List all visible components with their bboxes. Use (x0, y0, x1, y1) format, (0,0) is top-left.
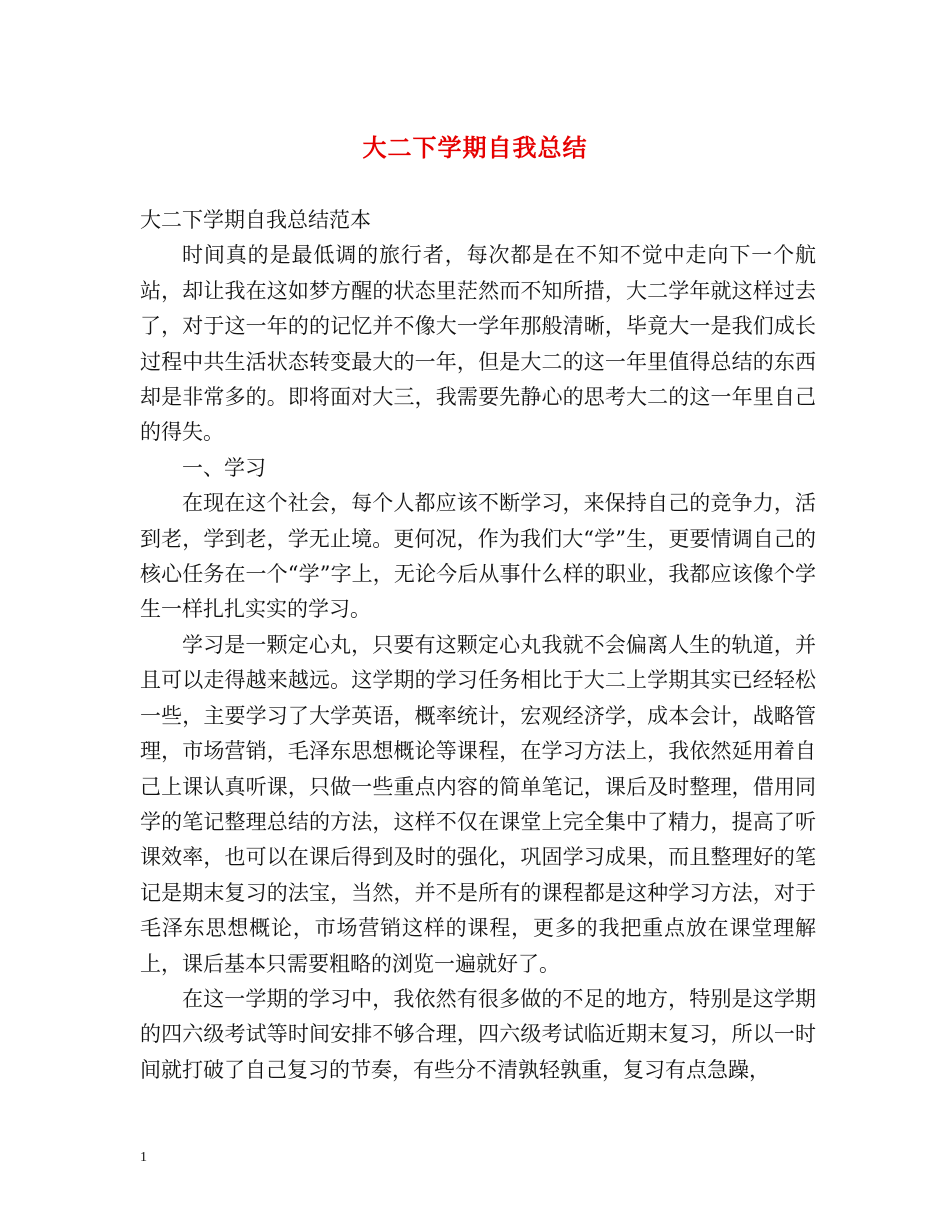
paragraph-intro: 时间真的是最低调的旅行者，每次都是在不知不觉中走向下一个航站，却让我在这如梦方醒的状态里茫然而不知所措，大二学年就这样过去了，对于这一年的的记忆并不像大一学年那般清晰，毕竟大一是我们成长过程中共生活状态转变最大的一年，但是大二的这一年里值得总结的东西却是非常多的。即将面对大三，我需要先静心的思考大二的这一年里自己的得失。 (140, 243, 816, 445)
page-number: 1 (140, 1150, 147, 1165)
document-subtitle: 大二下学期自我总结范本 (140, 208, 371, 232)
document-body (140, 203, 816, 1088)
paragraph-study-1: 在现在这个社会，每个人都应该不断学习，来保持自己的竞争力，活到老，学到老，学无止境。更何况，作为我们大“学”生，更要情调自己的核心任务在一个“学”字上，无论今后从事什么样的职业，我都应该像个学生一样扎扎实实的学习。 (140, 491, 816, 622)
document-title: 大二下学期自我总结 (362, 133, 588, 162)
section-heading-study: 一、学习 (182, 455, 266, 480)
paragraph-study-3: 在这一学期的学习中，我依然有很多做的不足的地方，特别是这学期的四六级考试等时间安排不够合理，四六级考试临近期末复习，所以一时间就打破了自己复习的节奏，有些分不清孰轻孰重，复习有点急躁， (140, 986, 816, 1082)
paragraph-study-2: 学习是一颗定心丸，只要有这颗定心丸我就不会偏离人生的轨道，并且可以走得越来越远。这学期的学习任务相比于大二上学期其实已经轻松一些，主要学习了大学英语，概率统计，宏观经济学，成本会计，战略管理，市场营销，毛泽东思想概论等课程，在学习方法上，我依然延用着自己上课认真听课，只做一些重点内容的简单笔记，课后及时整理，借用同学的笔记整理总结的方法，这样不仅在课堂上完全集中了精力，提高了听课效率，也可以在课后得到及时的强化，巩固学习成果，而且整理好的笔记是期末复习的法宝，当然，并不是所有的课程都是这种学习方法，对于毛泽东思想概论，市场营销这样的课程，更多的我把重点放在课堂理解上，课后基本只需要粗略的浏览一遍就好了。 (140, 632, 816, 976)
